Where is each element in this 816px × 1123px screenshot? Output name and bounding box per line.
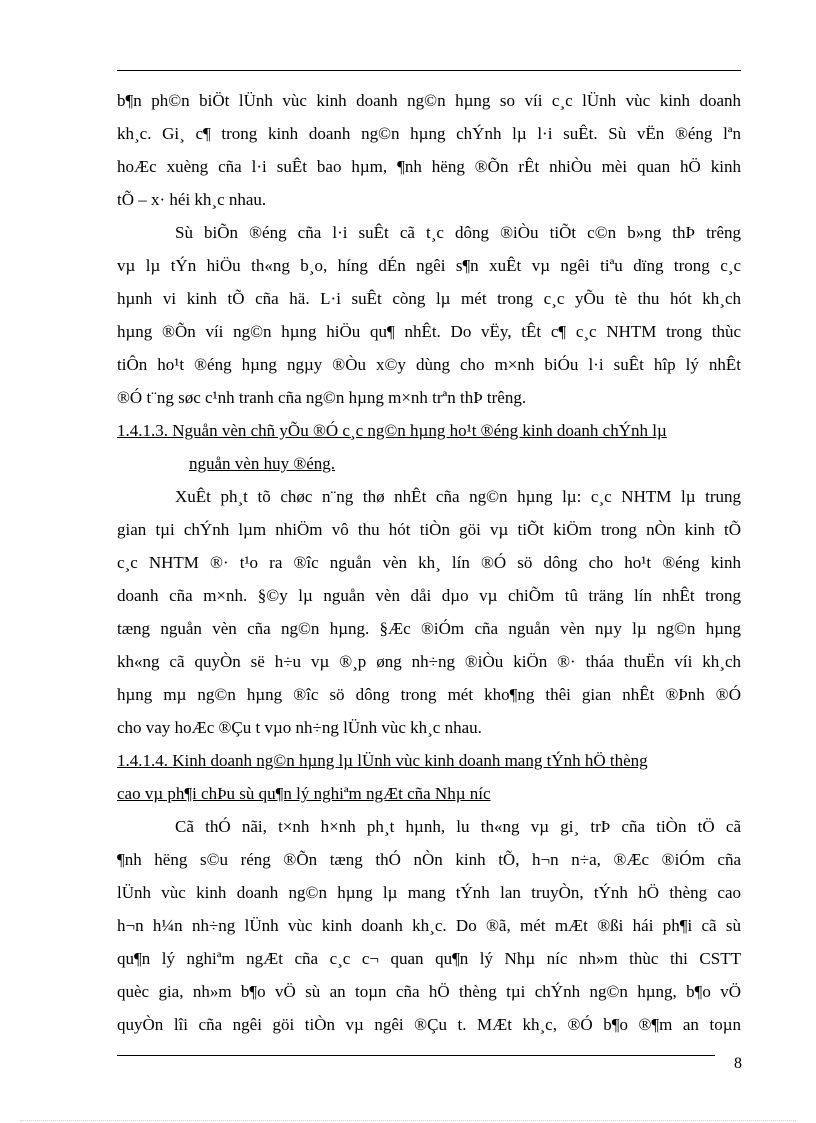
text-line: doanh cña m×nh. §©y lµ nguån vèn dåi dµo vµ chiÕm tû träng lín nhÊt trong xyxy=(117,586,741,605)
text-line: gian tµi chÝnh lµm nhiÖm vô thu hót tiÒn göi vµ tiÕt kiÖm trong nÒn kinh tÕ xyxy=(117,520,741,539)
text-line: h¬n h¼n nh÷ng lÜnh vùc kinh doanh kh¸c. Do ®ã, mét mÆt ®ßi hái ph¶i cã sù xyxy=(117,916,741,935)
text-line: tÕ – x· héi kh¸c nhau. xyxy=(117,190,267,209)
section-heading-continued xyxy=(117,447,741,480)
section-heading xyxy=(117,414,741,447)
heading-text: nguån vèn huy ®éng. xyxy=(189,454,336,473)
text-line: kh«ng cã quyÒn së h÷u vµ ®¸p øng nh÷ng ®iÒu kiÖn ®· tháa thuËn víi kh¸ch xyxy=(117,652,741,671)
page-edge-dots xyxy=(20,1120,796,1121)
heading-text: 1.4.1.3. Nguån vèn chñ yÕu ®Ó c¸c ng©n hµng ho¹t ®éng kinh doanh chÝnh lµ xyxy=(117,421,667,440)
section-heading-continued xyxy=(117,777,741,810)
header-rule xyxy=(117,70,741,71)
text-line: b¶n ph©n biÖt lÜnh vùc kinh doanh ng©n hµng so víi c¸c lÜnh vùc kinh doanh xyxy=(117,91,741,110)
heading-text: 1.4.1.4. Kinh doanh ng©n hµng lµ lÜnh vùc kinh doanh mang tÝnh hÖ thèng xyxy=(117,751,648,770)
text-line: cho vay hoÆc ®Çu t vµo nh÷ng lÜnh vùc kh¸c nhau. xyxy=(117,718,482,737)
heading-text: cao vµ ph¶i chÞu sù qu¶n lý nghiªm ngÆt cña Nhµ níc xyxy=(117,784,491,803)
text-line: ¶nh hëng s©u réng ®Õn tæng thÓ nÒn kinh tÕ, h¬n n÷a, ®Æc ®iÓm cña xyxy=(117,850,741,869)
text-line: Cã thÓ nãi, t×nh h×nh ph¸t hµnh, lu th«ng vµ gi¸ trÞ cña tiÒn tÖ cã xyxy=(175,817,741,836)
text-line: c¸c NHTM ®· t¹o ra ®îc nguån vèn kh¸ lín ®Ó sö dông cho ho¹t ®éng kinh xyxy=(117,553,741,572)
section-heading xyxy=(117,744,741,777)
text-line: quèc gia, nh»m b¶o vÖ sù an toµn cña hÖ thèng tµi chÝnh ng©n hµng, b¶o vÖ xyxy=(117,982,741,1001)
footer-rule xyxy=(117,1055,715,1056)
text-line: tiÔn ho¹t ®éng hµng ngµy ®Òu x©y dùng cho m×nh biÓu l·i suÊt hîp lý nhÊt xyxy=(117,355,741,374)
text-line: kh¸c. Gi¸ c¶ trong kinh doanh ng©n hµng chÝnh lµ l·i suÊt. Sù vËn ®éng lªn xyxy=(117,124,741,143)
text-line: qu¶n lý nghiªm ngÆt cña c¸c c¬ quan qu¶n lý Nhµ níc nh»m thùc thi CSTT xyxy=(117,949,741,968)
text-line: hµnh vi kinh tÕ cña hä. L·i suÊt còng lµ mét trong c¸c yÕu tè thu hót kh¸ch xyxy=(117,289,741,308)
text-line: quyÒn lîi cña ngêi göi tiÒn vµ ngêi ®Çu t. MÆt kh¸c, ®Ó b¶o ®¶m an toµn xyxy=(117,1015,741,1034)
text-line: XuÊt ph¸t tõ chøc n¨ng thø nhÊt cña ng©n hµng lµ: c¸c NHTM lµ trung xyxy=(175,487,741,506)
text-line: vµ lµ tÝn hiÖu th«ng b¸o, híng dÉn ngêi s¶n xuÊt vµ ngêi tiªu dïng trong c¸c xyxy=(117,256,741,275)
document-body xyxy=(117,84,741,1041)
text-line: lÜnh vùc kinh doanh ng©n hµng lµ mang tÝnh lan truyÒn, tÝnh hÖ thèng cao xyxy=(117,883,741,902)
text-line: Sù biÕn ®éng cña l·i suÊt cã t¸c dông ®iÒu tiÕt c©n b»ng thÞ trêng xyxy=(175,223,741,242)
text-line: ®Ó t¨ng søc c¹nh tranh cña ng©n hµng m×nh trªn thÞ trêng. xyxy=(117,388,527,407)
text-line: hµng mµ ng©n hµng ®îc sö dông trong mét kho¶ng thêi gian nhÊt ®Þnh ®Ó xyxy=(117,685,741,704)
text-line: tæng nguån vèn cña ng©n hµng. §Æc ®iÓm cña nguån vèn nµy lµ ng©n hµng xyxy=(117,619,741,638)
text-line: hµng ®Õn víi ng©n hµng hiÖu qu¶ nhÊt. Do vËy, tÊt c¶ c¸c NHTM trong thùc xyxy=(117,322,741,341)
text-line: hoÆc xuèng cña l·i suÊt bao hµm, ¶nh hëng ®Õn rÊt nhiÒu mèi quan hÖ kinh xyxy=(117,157,741,176)
page-number: 8 xyxy=(734,1055,742,1072)
